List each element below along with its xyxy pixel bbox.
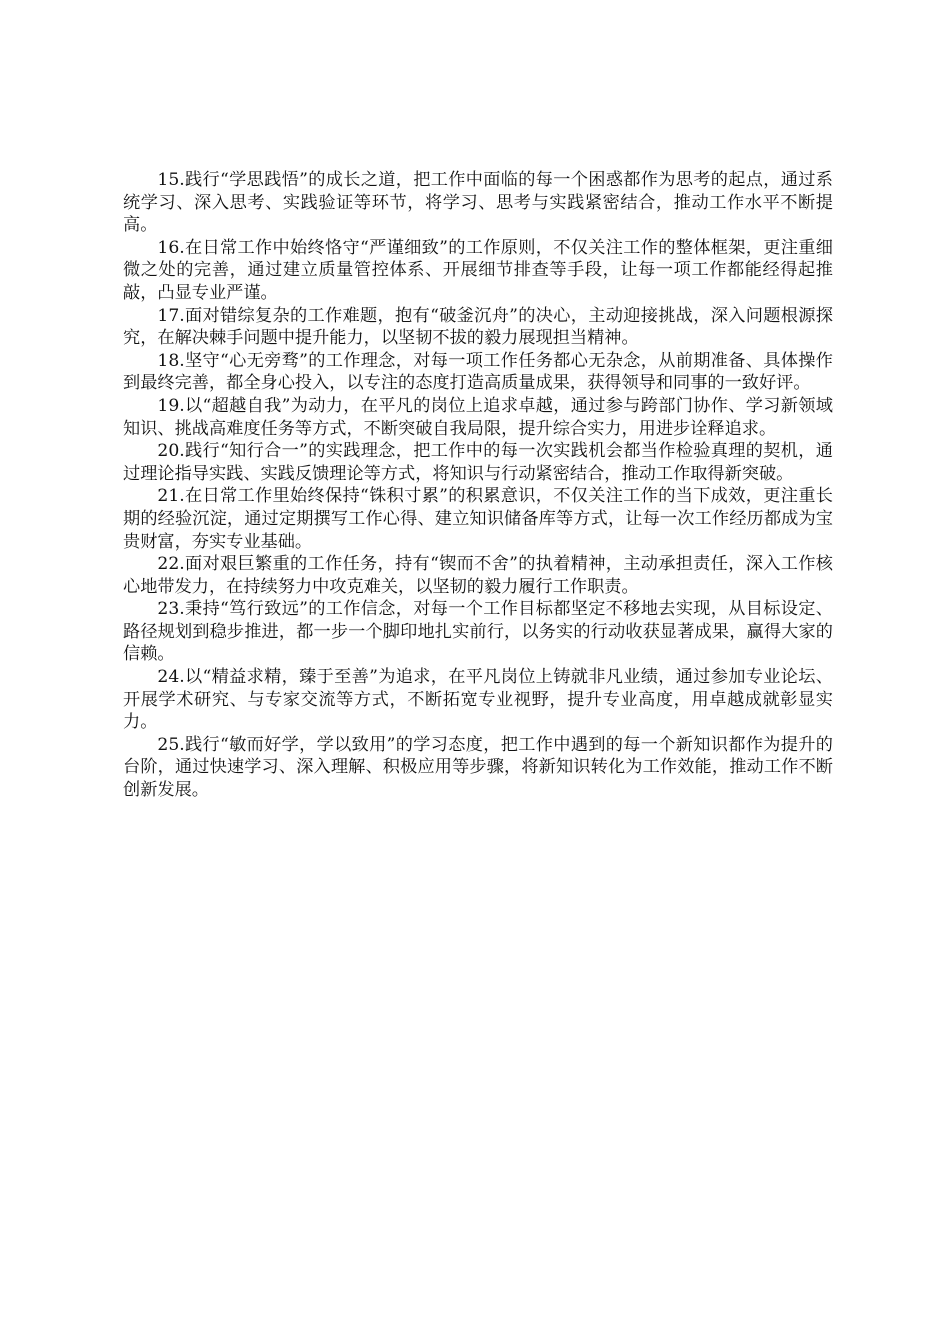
paragraph-22: 22.面对艰巨繁重的工作任务，持有“锲而不舍”的执着精神，主动承担责任，深入工作核心地带发力，在持续努力中攻克难关，以坚韧的毅力履行工作职责。: [123, 554, 833, 597]
paragraph-19: 19.以“超越自我”为动力，在平凡的岗位上追求卓越，通过参与跨部门协作、学习新领域知识、挑战高难度任务等方式，不断突破自我局限，提升综合实力，用进步诠释追求。: [123, 395, 833, 439]
paragraph-23: 23.秉持“笃行致远”的工作信念，对每一个工作目标都坚定不移地去实现，从目标设定、路径规划到稳步推进，都一步一个脚印地扎实前行，以务实的行动收获显著成果，赢得大家的信赖。: [123, 599, 833, 665]
paragraph-15: 15.践行“学思践悟”的成长之道，把工作中面临的每一个困惑都作为思考的起点，通过系统学习、深入思考、实践验证等环节，将学习、思考与实践紧密结合，推动工作水平不断提高。: [123, 170, 833, 236]
paragraph-25: 25.践行“敏而好学，学以致用”的学习态度，把工作中遇到的每一个新知识都作为提升的台阶，通过快速学习、深入理解、积极应用等步骤，将新知识转化为工作效能，推动工作不断创新发展。: [123, 734, 833, 801]
paragraph-24: 24.以“精益求精，臻于至善”为追求，在平凡岗位上铸就非凡业绩，通过参加专业论坛、开展学术研究、与专家交流等方式，不断拓宽专业视野，提升专业高度，用卓越成就彰显实力。: [123, 667, 833, 733]
paragraph-18: 18.坚守“心无旁骛”的工作理念，对每一项工作任务都心无杂念，从前期准备、具体操作到最终完善，都全身心投入，以专注的态度打造高质量成果，获得领导和同事的一致好评。: [123, 350, 833, 394]
paragraph-16: 16.在日常工作中始终恪守“严谨细致”的工作原则，不仅关注工作的整体框架，更注重细微之处的完善，通过建立质量管控体系、开展细节排查等手段，让每一项工作都能经得起推敲，凸显专业严谨。: [123, 237, 833, 303]
paragraph-20: 20.践行“知行合一”的实践理念，把工作中的每一次实践机会都当作检验真理的契机，通过理论指导实践、实践反馈理论等方式，将知识与行动紧密结合，推动工作取得新突破。: [123, 441, 833, 484]
document-body: [123, 169, 833, 802]
paragraph-17: 17.面对错综复杂的工作难题，抱有“破釜沉舟”的决心，主动迎接挑战，深入问题根源探究，在解决棘手问题中提升能力，以坚韧不拔的毅力展现担当精神。: [123, 305, 833, 349]
paragraph-21: 21.在日常工作里始终保持“铢积寸累”的积累意识，不仅关注工作的当下成效，更注重长期的经验沉淀，通过定期撰写工作心得、建立知识储备库等方式，让每一次工作经历都成为宝贵财富，夯实专业基础。: [123, 486, 833, 552]
